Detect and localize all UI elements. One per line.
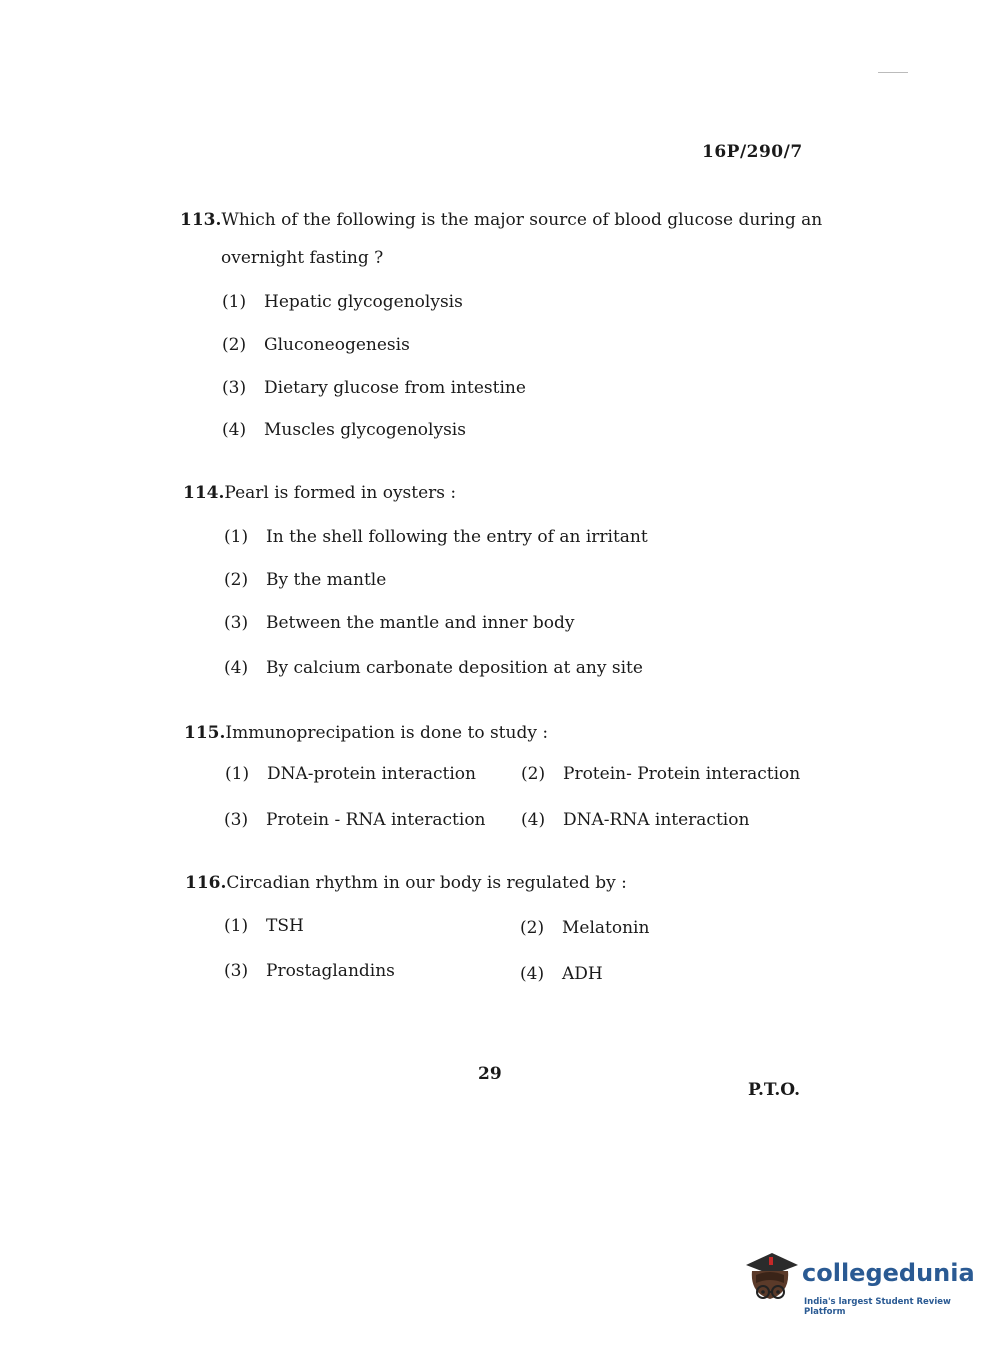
logo-tagline: India's largest Student Review Platform [804,1297,951,1317]
question-number: 116. [185,873,227,893]
option-114-2: (2) By the mantle [224,570,387,590]
question-114 [183,483,456,503]
option-115-2: (2) Protein- Protein interaction [521,764,801,784]
question-text: Which of the following is the major source of blood glucose during an [221,210,823,230]
question-115 [184,723,548,743]
option-114-3: (3) Between the mantle and inner body [224,613,575,633]
question-text-continued: overnight fasting ? [221,248,384,268]
option-116-1: (1) TSH [224,916,304,936]
option-113-3: (3) Dietary glucose from intestine [222,378,526,398]
question-text: Pearl is formed in oysters : [224,483,457,503]
question-text: Circadian rhythm in our body is regulated by : [226,873,627,893]
mascot-icon [742,1247,800,1317]
question-113 [180,210,822,230]
collegedunia-logo [742,1247,975,1317]
page-number: 29 [478,1064,502,1084]
paper-code: 16P/290/7 [702,142,803,162]
top-rule [878,72,908,73]
question-number: 114. [183,483,225,503]
question-text: Immunoprecipation is done to study : [225,723,549,743]
question-number: 113. [180,210,222,230]
option-115-3: (3) Protein - RNA interaction [224,810,486,830]
option-115-1: (1) DNA-protein interaction [225,764,476,784]
logo-name: collegedunia [802,1259,975,1287]
option-113-2: (2) Gluconeogenesis [222,335,410,355]
option-116-2: (2) Melatonin [520,918,650,938]
option-116-3: (3) Prostaglandins [224,961,395,981]
option-114-1: (1) In the shell following the entry of an irritant [224,527,648,547]
option-114-4: (4) By calcium carbonate deposition at any site [224,658,643,678]
question-number: 115. [184,723,226,743]
option-113-1: (1) Hepatic glycogenolysis [222,292,463,312]
option-116-4: (4) ADH [520,964,603,984]
option-113-4: (4) Muscles glycogenolysis [222,420,466,440]
question-116 [185,873,627,893]
pto-label: P.T.O. [748,1080,800,1100]
option-115-4: (4) DNA-RNA interaction [521,810,750,830]
